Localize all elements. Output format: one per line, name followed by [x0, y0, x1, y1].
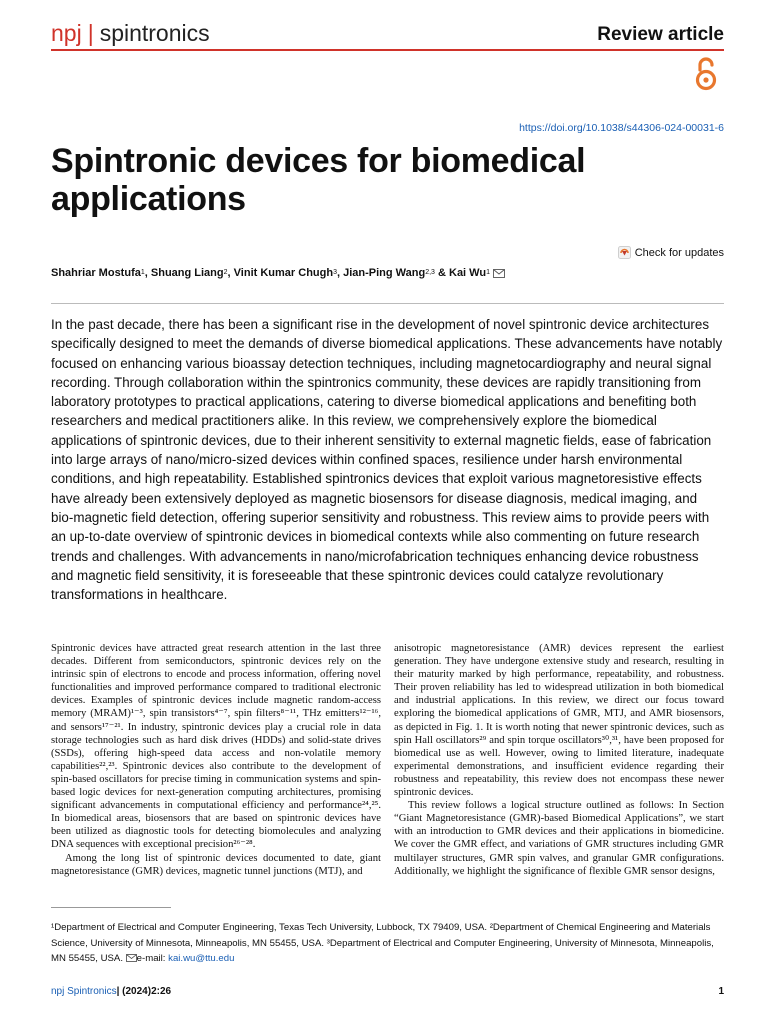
check-for-updates-label: Check for updates: [634, 246, 724, 259]
footer-volume: | (2024)2:26: [116, 986, 172, 997]
affiliations-text: ¹Department of Electrical and Computer Engineering, Texas Tech University, Lubbock, TX 79409, USA. ²Department of Chemical Engineering and Materials Science, University of Minnesota, Minneapolis, MN 55455, USA. ³Department of Electrical and Computer Engineering, University of Minnesota, Minneapolis, MN 55455, USA.: [51, 922, 714, 964]
check-for-updates-button[interactable]: [618, 246, 724, 259]
article-type: Review article: [597, 24, 724, 45]
affiliations-rule: [51, 907, 171, 908]
footer-journal[interactable]: npj Spintronics: [51, 986, 117, 997]
journal-logo: [51, 18, 210, 48]
author-affiliation: 1: [486, 268, 490, 276]
author-affiliation: 1: [140, 268, 145, 276]
author-name[interactable]: Kai Wu: [449, 267, 487, 279]
doi-link[interactable]: https://doi.org/10.1038/s44306-024-00031-6: [519, 122, 724, 134]
author-affiliation: 2: [223, 268, 228, 276]
email-label: e-mail:: [136, 953, 166, 964]
author-name[interactable]: Jian-Ping Wang: [343, 267, 426, 279]
author-name[interactable]: Shuang Liang: [150, 267, 224, 279]
body-column-left: [51, 642, 381, 878]
author-separator: ,: [336, 267, 344, 279]
header-rule: [51, 49, 724, 51]
author-name[interactable]: Shahriar Mostufa: [51, 267, 141, 279]
body-column-right: [394, 642, 724, 878]
article-title: Spintronic devices for biomedical applications: [51, 142, 586, 218]
body-paragraph: Among the long list of spintronic devices documented to date, giant magnetoresistance (GMR) devices, magnetic tunnel junctions (MTJ), and: [51, 852, 381, 877]
open-access-lock-icon: [692, 56, 720, 92]
author-name[interactable]: Vinit Kumar Chugh: [233, 267, 334, 279]
body-paragraph: anisotropic magnetoresistance (AMR) devices represent the earliest generation. They have undergone extensive study and research, resulting in their maturity marked by high performance, repeatability, and robustness. Their proven reliability has led to widespread utilization in both biomedical and industrial applications. In this review, we direct our focus toward exploring the biomedical applications of GMR, MTJ, and AMR biosensors, as depicted in Fig. 1. It is worth noting that newer spintronic devices, such as spin Hall oscillators²⁹ and spin torque oscillators³⁰,³¹, have been proposed for biomedical use as well. However, owing to limited literature, inadequate experimental demonstrations, and insufficient evidence regarding their robustness and repeatability, this review does not encompass these newer spintronic devices.: [394, 643, 724, 799]
journal-prefix: npj: [51, 20, 82, 46]
author-affiliation: 3: [333, 268, 337, 276]
author-separator: &: [434, 267, 449, 279]
author-affiliation: 2,3: [425, 268, 435, 276]
body-paragraph: This review follows a logical structure outlined as follows: In Section “Giant Magnetoresistance (GMR)-based Biomedical Applications”, we start with an introduction to GMR devices and their applications in biomedicine. We cover the GMR effect, and variations of GMR structures including GMR multilayer structures, GMR spin valves, and granular GMR configurations. Additionally, we highlight the significance of flexible GMR sensor designs,: [394, 800, 724, 877]
check-for-updates-icon: [618, 246, 631, 259]
footer-citation: [51, 986, 171, 997]
affiliations: [51, 920, 727, 967]
body-paragraph: Spintronic devices have attracted great research attention in the last three decades. Different from semiconductors, spintronic devices rely on the intrinsic spin of electrons to encode and process information, offering novel functionalities and improved performance compared to traditional electronic devices. Examples of spintronic devices include magnetic random-access memory (MRAM)¹⁻³, spin transistors⁴⁻⁷, spin filters⁸⁻¹¹, THz emitters¹²⁻¹⁶, and sensors¹⁷⁻²¹. In industry, spintronic devices play a crucial role in data storage technologies such as hard disk drives (HDDs) and solid-state drives (SSDs), offering high-speed data access and non-volatile memory capabilities²²,²³. Spintronic devices also contribute to the development of spin-based oscillators for precise timing in communication systems and spin-based logic devices for next-generation computing architectures, promising significant advancements in computational efficiency and performance²⁴,²⁵. In biomedical areas, biosensors that are based on spintronic devices have been utilized as diagnostic tools for detecting biomolecules and analyzing DNA sequences with exceptional precision²⁶⁻²⁸.: [51, 643, 381, 851]
mail-icon: [126, 954, 137, 962]
journal-name: spintronics: [99, 20, 210, 46]
mail-icon[interactable]: [493, 269, 505, 278]
author-separator: ,: [227, 267, 234, 279]
journal-separator: |: [87, 20, 94, 46]
author-divider: [51, 303, 724, 304]
author-separator: ,: [144, 267, 151, 279]
email-link[interactable]: kai.wu@ttu.edu: [168, 953, 235, 964]
author-list: [51, 267, 505, 279]
page-number: 1: [718, 986, 724, 997]
abstract: In the past decade, there has been a significant rise in the development of novel spintronic device architectures specifically designed to meet the demands of diverse biomedical applications. These advancements have notably focused on enhancing various bioassay detection techniques, including magnetocardiography and neural signal recording. Through collaboration within the spintronics community, these devices are rapidly transitioning from laboratory prototypes to practical applications, catering to diverse biomedical applications and benefiting both researchers and medical practitioners alike. In this review, we comprehensively explore the biomedical applications of spintronic devices, due to their inherent sensitivity to external magnetic fields, ease of fabrication into large arrays of nano/micro-sized devices within confined spaces, resilience under harsh environmental conditions, and high repeatability. Established spintronics devices that exploit various magnetoresistive effects have already been extensively deployed as magnetic biosensors for disease diagnosis, medical imaging, and bio-magnetic field detection, offering superior sensitivity and robustness. This review aims to provide peers with an up-to-date overview of spintronic devices in biomedical contexts while also commenting on future research trends and challenges. With advancements in nano/microfabrication techniques enhancing device robustness and magnetic field sensitivity, it is foreseeable that these spintronic devices could catalyze revolutionary transformations in healthcare.: [51, 317, 723, 603]
